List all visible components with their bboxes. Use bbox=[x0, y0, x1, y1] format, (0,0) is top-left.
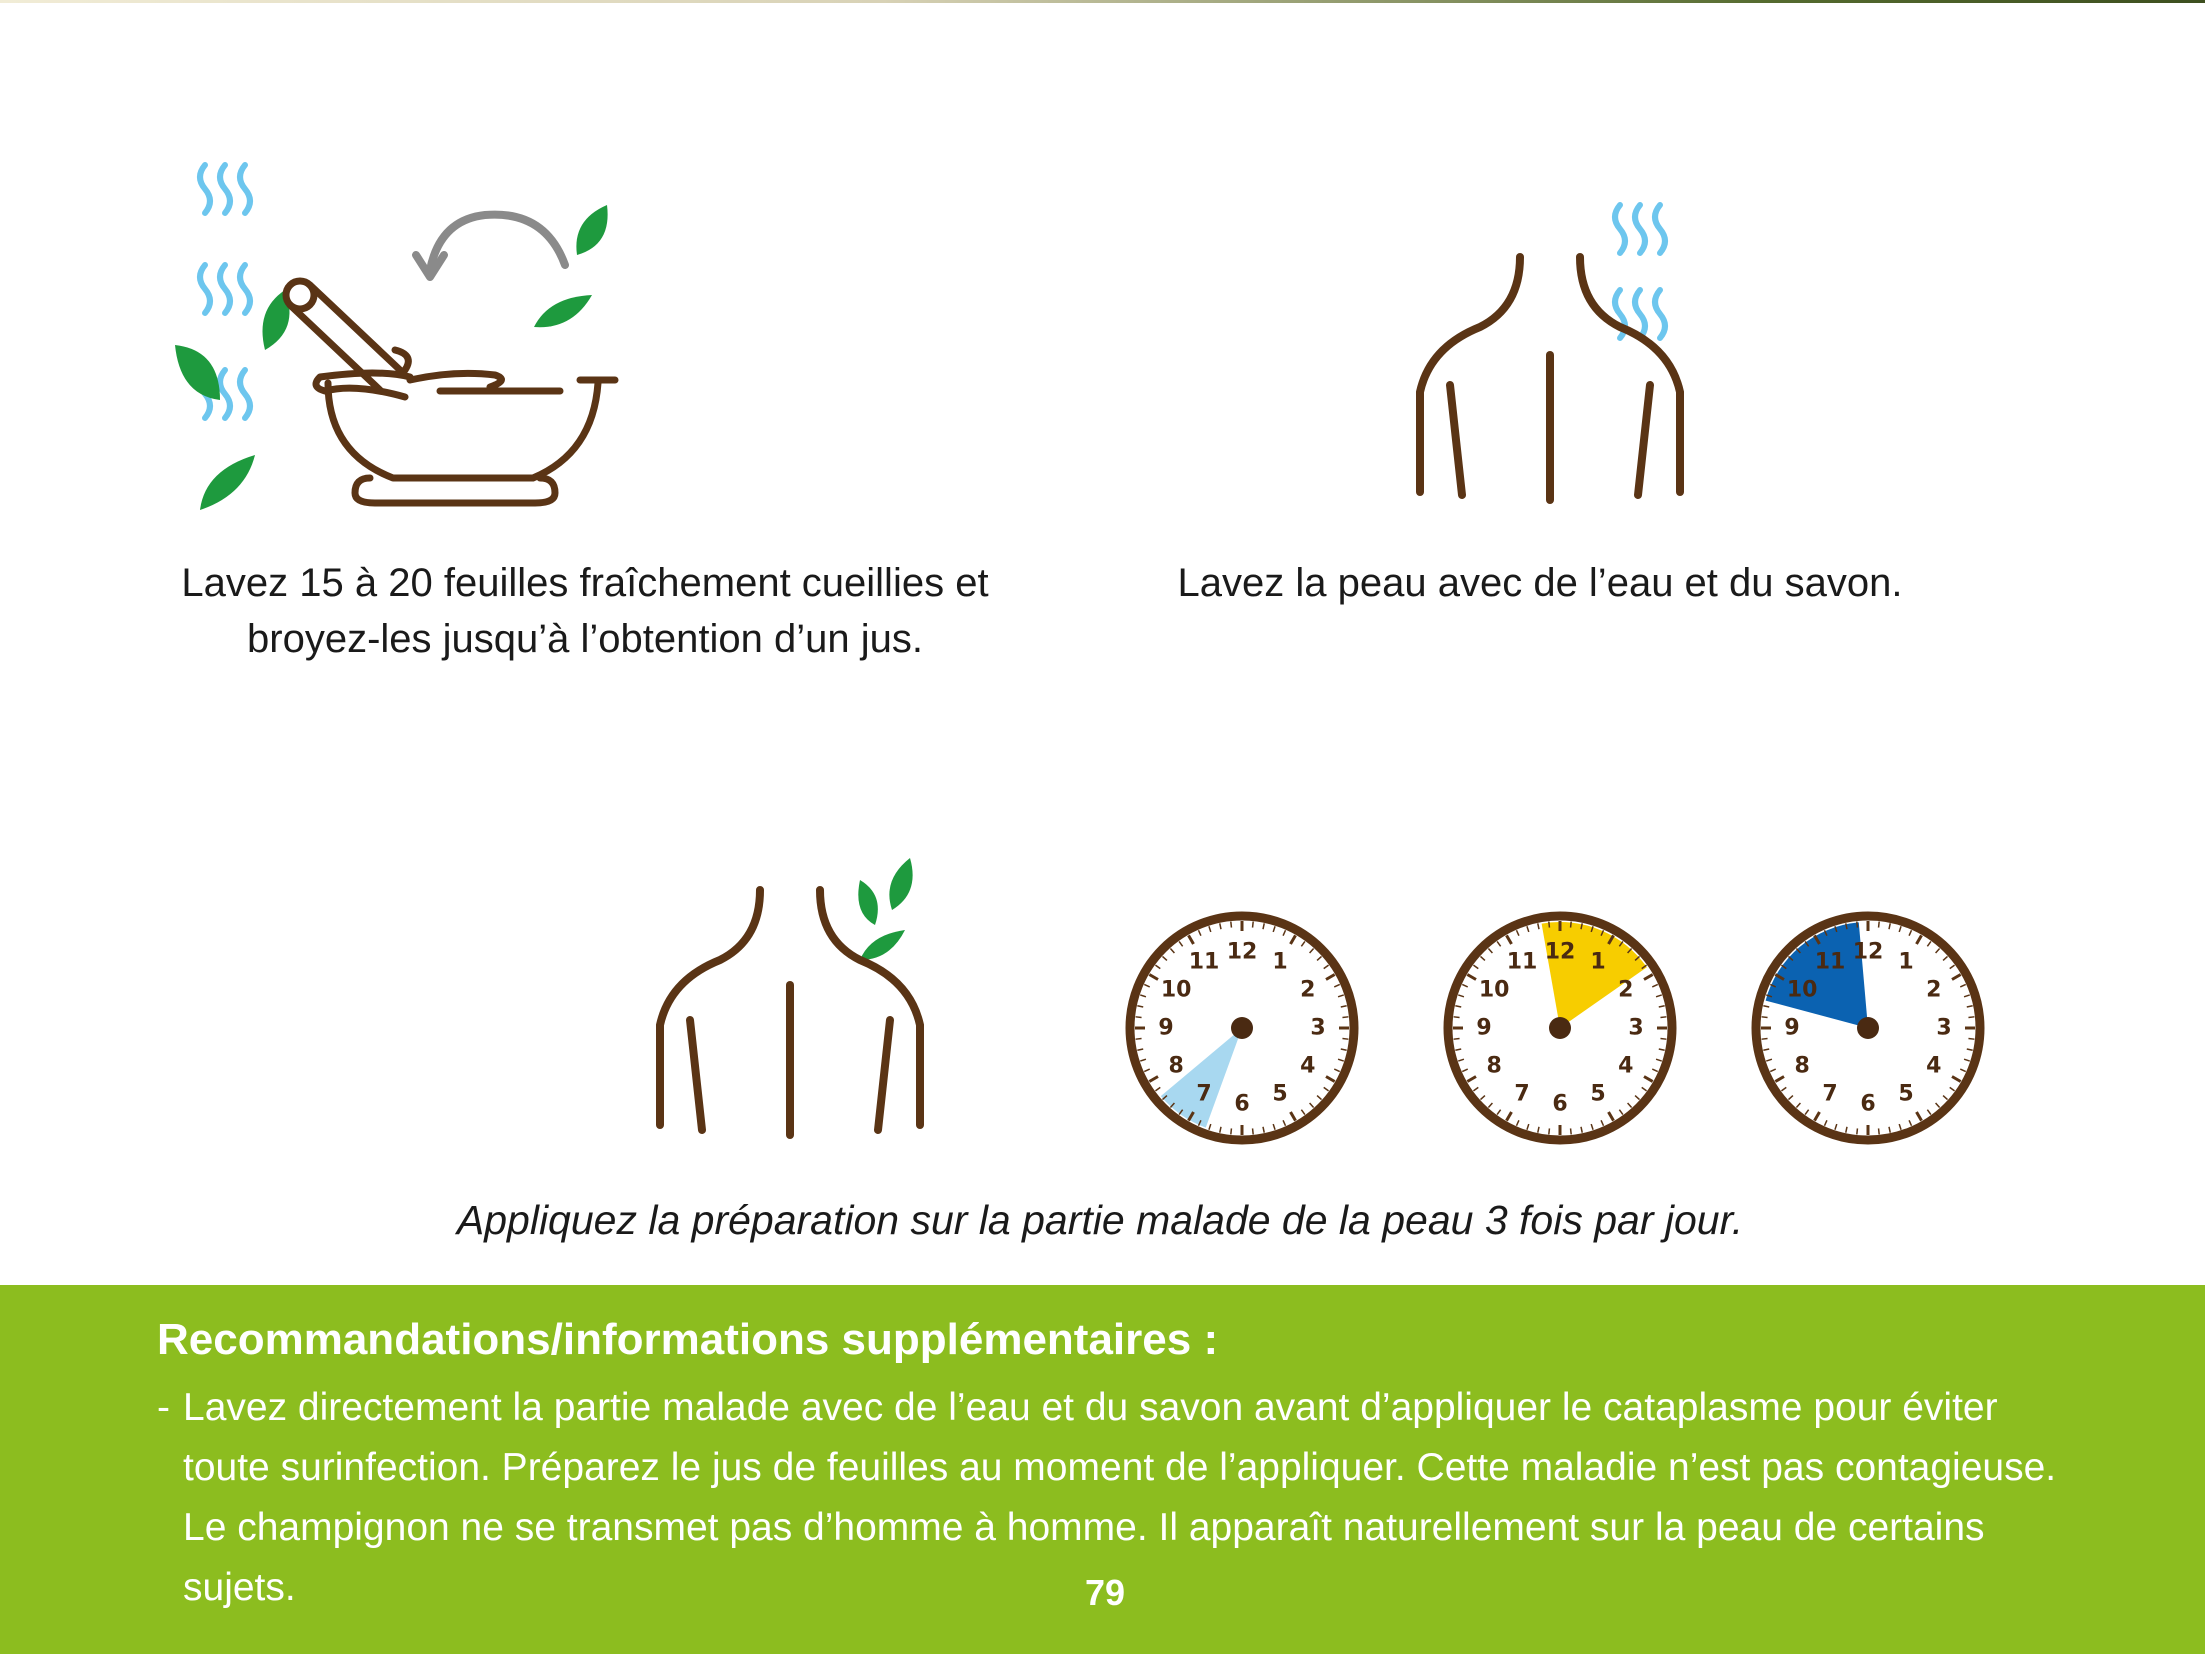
clock-number: 10 bbox=[1478, 977, 1510, 1003]
recommendations-title: Recommandations/informations supplémentaires : bbox=[157, 1315, 1219, 1364]
rotate-arrow-icon bbox=[430, 215, 565, 270]
clock-number: 6 bbox=[1860, 1091, 1876, 1117]
clock-number: 9 bbox=[1158, 1015, 1174, 1041]
clock-tick bbox=[1571, 922, 1572, 928]
water-waves-icon bbox=[1615, 205, 1665, 338]
clock-number: 1 bbox=[1590, 949, 1606, 975]
clock-tick bbox=[1454, 1039, 1460, 1040]
clock-number: 10 bbox=[1160, 977, 1192, 1003]
clock-tick bbox=[1549, 1128, 1550, 1134]
clock-evening bbox=[1738, 898, 1998, 1158]
clock-tick bbox=[1253, 1128, 1254, 1134]
clock-tick bbox=[1857, 922, 1858, 928]
clock-number: 3 bbox=[1310, 1015, 1326, 1041]
clock-number: 2 bbox=[1300, 977, 1316, 1003]
clock-tick bbox=[1660, 1017, 1666, 1018]
clock-number: 12 bbox=[1226, 939, 1258, 965]
leaves-icon bbox=[858, 858, 912, 960]
clock-tick bbox=[1762, 1017, 1768, 1018]
clock-number: 6 bbox=[1234, 1091, 1250, 1117]
clock-tick bbox=[1231, 922, 1232, 928]
clock-number: 1 bbox=[1272, 949, 1288, 975]
clock-number: 11 bbox=[1814, 949, 1846, 975]
clock-number: 9 bbox=[1476, 1015, 1492, 1041]
step-1-caption: Lavez 15 à 20 feuilles fraîchement cueillies et broyez-les jusqu’à l’obtention d’un jus. bbox=[181, 561, 989, 661]
clock-number: 5 bbox=[1898, 1081, 1914, 1107]
clock-number: 12 bbox=[1852, 939, 1884, 965]
clock-tick bbox=[1879, 1128, 1880, 1134]
clock-tick bbox=[1136, 1039, 1142, 1040]
clock-number: 5 bbox=[1272, 1081, 1288, 1107]
clock-morning bbox=[1112, 898, 1372, 1158]
clock-tick bbox=[1136, 1017, 1142, 1018]
clock-tick bbox=[1549, 922, 1550, 928]
clock-tick bbox=[1571, 1128, 1572, 1134]
clock-number: 7 bbox=[1822, 1081, 1838, 1107]
clock-number: 11 bbox=[1506, 949, 1538, 975]
step-3-caption: Appliquez la préparation sur la partie malade de la peau 3 fois par jour. bbox=[456, 1197, 1744, 1243]
back-washing-illustration bbox=[1405, 195, 1705, 515]
clock-number: 7 bbox=[1196, 1081, 1212, 1107]
clock-number: 8 bbox=[1794, 1053, 1810, 1079]
clock-number: 8 bbox=[1168, 1053, 1184, 1079]
clock-tick bbox=[1454, 1017, 1460, 1018]
clock-number: 11 bbox=[1188, 949, 1220, 975]
clock-tick bbox=[1253, 922, 1254, 928]
clock-tick bbox=[1857, 1128, 1858, 1134]
clock-number: 10 bbox=[1786, 977, 1818, 1003]
list-dash: - bbox=[157, 1386, 170, 1429]
clock-number: 3 bbox=[1628, 1015, 1644, 1041]
clock-tick bbox=[1231, 1128, 1232, 1134]
clock-tick bbox=[1968, 1039, 1974, 1040]
clock-number: 5 bbox=[1590, 1081, 1606, 1107]
clock-number: 9 bbox=[1784, 1015, 1800, 1041]
clock-number: 12 bbox=[1544, 939, 1576, 965]
clock-number: 3 bbox=[1936, 1015, 1952, 1041]
clock-tick bbox=[1762, 1039, 1768, 1040]
clock-tick bbox=[1879, 922, 1880, 928]
clock-center bbox=[1231, 1017, 1253, 1039]
clock-number: 2 bbox=[1618, 977, 1634, 1003]
recommendations-text: Lavez directement la partie malade avec de l’eau et du savon avant d’appliquer le cataplasme pour éviter toute surinfection. Préparez le jus de feuilles au moment de l’appliquer. Cette maladie n’est pas contagieuse. Le champignon ne se transmet pas d’homme à homme. Il apparaît naturellement sur la peau de certains sujets. bbox=[183, 1386, 2057, 1609]
back-application-illustration bbox=[655, 850, 935, 1160]
clock-tick bbox=[1968, 1017, 1974, 1018]
clock-center bbox=[1549, 1017, 1571, 1039]
clock-number: 4 bbox=[1926, 1053, 1942, 1079]
clock-number: 4 bbox=[1300, 1053, 1316, 1079]
top-rule bbox=[0, 0, 2205, 3]
clock-tick bbox=[1342, 1017, 1348, 1018]
clock-number: 7 bbox=[1514, 1081, 1530, 1107]
human-back-icon bbox=[660, 890, 920, 1135]
clock-number: 4 bbox=[1618, 1053, 1634, 1079]
clock-tick bbox=[1342, 1039, 1348, 1040]
clock-tick bbox=[1660, 1039, 1666, 1040]
clock-number: 2 bbox=[1926, 977, 1942, 1003]
step-2-caption: Lavez la peau avec de l’eau et du savon. bbox=[1177, 561, 1903, 605]
clock-number: 8 bbox=[1486, 1053, 1502, 1079]
clock-center bbox=[1857, 1017, 1879, 1039]
clock-noon bbox=[1430, 898, 1690, 1158]
clock-number: 1 bbox=[1898, 949, 1914, 975]
page-number: 79 bbox=[1084, 1572, 1126, 1613]
mortar-pestle-illustration bbox=[160, 155, 680, 535]
clock-number: 6 bbox=[1552, 1091, 1568, 1117]
